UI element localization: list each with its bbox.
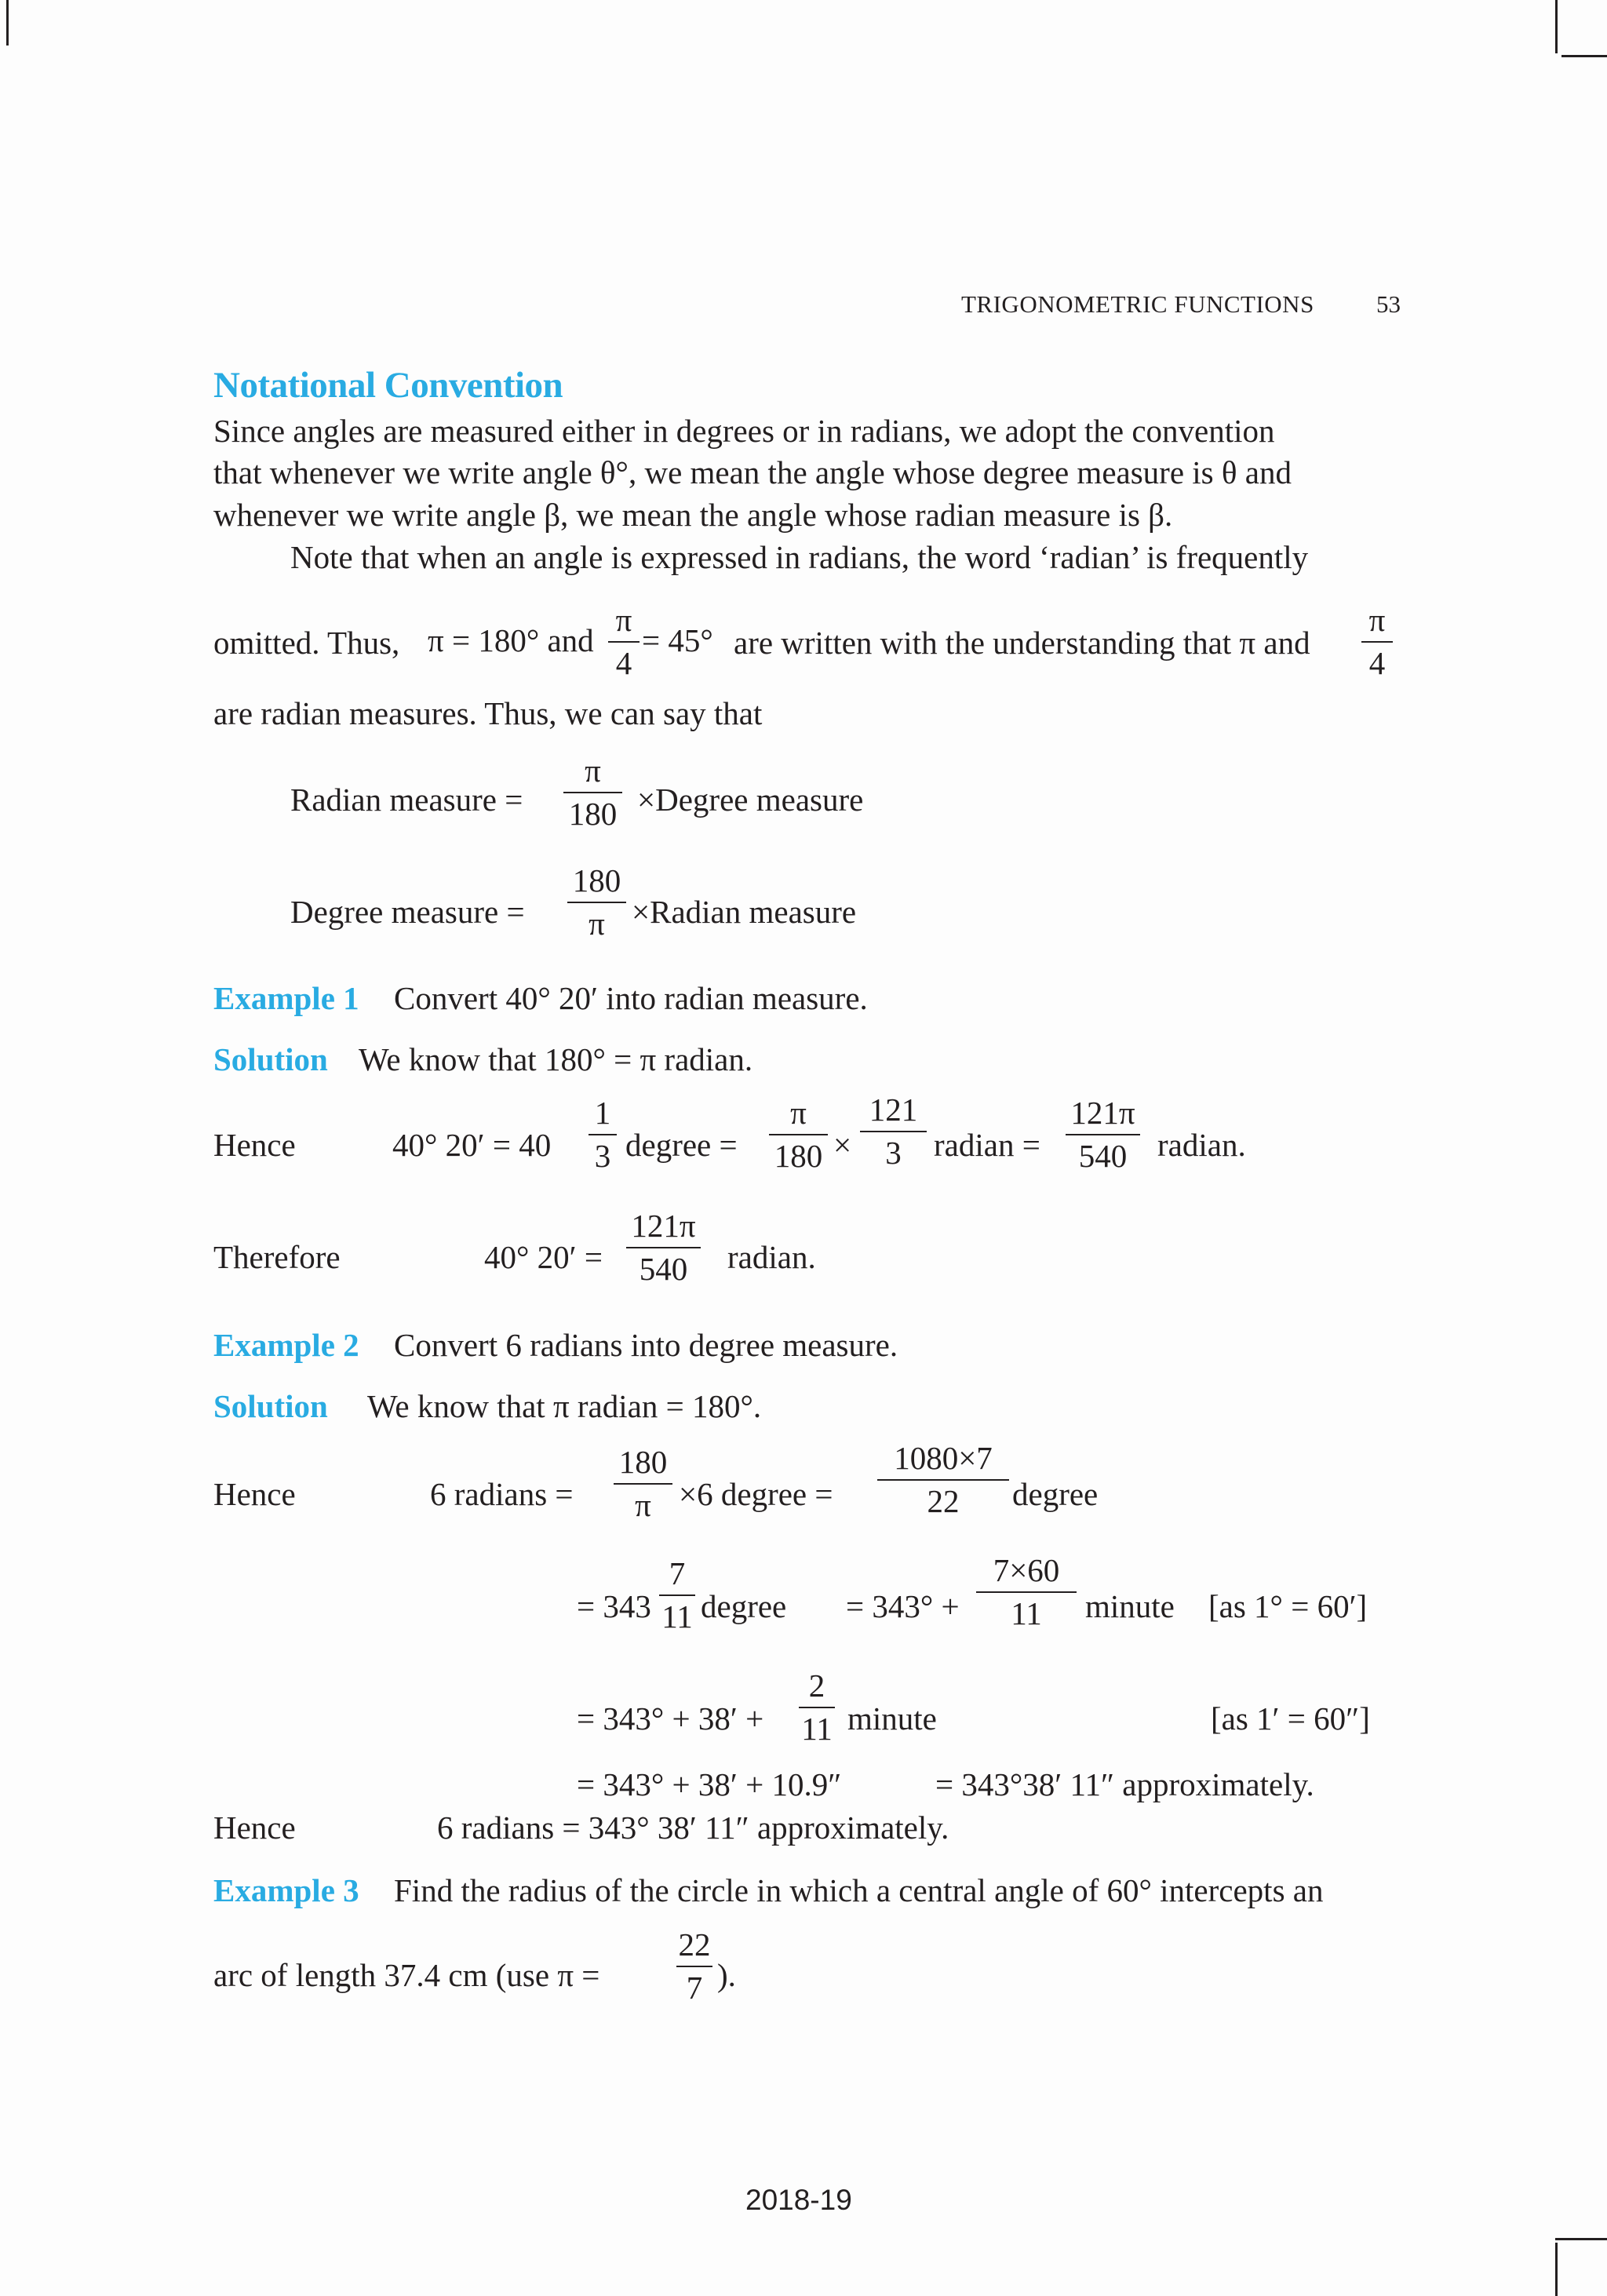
final-result-text: 6 radians = 343° 38′ 11″ approximately. [437,1809,949,1846]
step-note: [as 1° = 60′] [1208,1588,1368,1624]
conversion-text: radian = [934,1127,1040,1163]
crop-mark-bottom-right-vertical [1555,2243,1558,2296]
page-number: 53 [1376,290,1401,318]
fraction-7-over-11: 7 11 [659,1558,695,1633]
times-sign: × [833,1127,852,1163]
step-text: = 343° + 38′ + [577,1700,764,1737]
step-text: minute [1085,1588,1175,1624]
step-text: = 343°38′ 11″ approximately. [935,1766,1314,1802]
equation-pi-180: π = 180° and [428,622,594,658]
paragraph-line: Note that when an angle is expressed in radians, the word ‘radian’ is frequently [290,539,1309,575]
step-note: [as 1′ = 60″] [1211,1700,1370,1737]
conversion-text: degree [1012,1476,1099,1512]
example-1-text: Convert 40° 20′ into radian measure. [394,980,868,1016]
solution-2-label: Solution [213,1388,328,1424]
therefore-label: Therefore [213,1239,341,1275]
paragraph-line: whenever we write angle β, we mean the angle whose radian measure is β. [213,497,1173,533]
paragraph-line: that whenever we write angle θ°, we mean the angle whose degree measure is θ and [213,454,1292,490]
hence-label: Hence [213,1476,296,1512]
example-2-label: Example 2 [213,1327,359,1363]
formula-degree-measure: Degree measure = [290,894,525,930]
fraction-180-over-pi: 180 π [567,865,626,940]
formula-degree-measure-term: ×Degree measure [637,782,864,818]
fraction-121pi-over-540: 121π 540 [626,1210,701,1285]
fraction-pi-over-4: π 4 [608,604,640,680]
fraction-180-over-pi: 180 π [614,1446,672,1522]
fraction-121-over-3: 121 3 [860,1094,927,1169]
crop-mark-top-left [6,0,9,46]
example-3-text: ). [717,1957,736,1993]
hence-label: Hence [213,1127,296,1163]
running-title: TRIGONOMETRIC FUNCTIONS [961,290,1314,318]
conversion-text: 40° 20′ = 40 [392,1127,552,1163]
paragraph-text: are written with the understanding that π and [734,625,1310,661]
equation-45-degree: = 45° [642,622,713,658]
step-text: = 343° + 38′ + 10.9″ [577,1766,842,1802]
formula-radian-measure-term: ×Radian measure [632,894,857,930]
step-text: = 343 [577,1588,651,1624]
crop-mark-top-right-vertical [1555,0,1558,53]
example-1-label: Example 1 [213,980,359,1016]
conversion-text: radian. [1157,1127,1246,1163]
fraction-7x60-over-11: 7×60 11 [976,1554,1077,1630]
paragraph-line: are radian measures. Thus, we can say that [213,695,763,731]
example-3-text: Find the radius of the circle in which a central angle of 60° intercepts an [394,1872,1324,1908]
paragraph-text: omitted. Thus, [213,625,400,661]
fraction-22-over-7: 22 7 [676,1929,712,2004]
conversion-text: degree = [625,1127,738,1163]
crop-mark-top-right-horizontal [1561,55,1607,57]
fraction-1080x7-over-22: 1080×7 22 [877,1442,1009,1518]
solution-1-label: Solution [213,1041,328,1077]
paragraph-line: Since angles are measured either in degrees or in radians, we adopt the convention [213,413,1275,449]
example-3-label: Example 3 [213,1872,359,1908]
conversion-text: ×6 degree = [679,1476,833,1512]
result-text: 40° 20′ = [484,1239,603,1275]
fraction-pi-over-180: π 180 [769,1097,828,1172]
fraction-2-over-11: 2 11 [799,1670,835,1745]
fraction-pi-over-4-end: π 4 [1361,604,1393,680]
example-3-text: arc of length 37.4 cm (use π = [213,1957,600,1993]
example-2-text: Convert 6 radians into degree measure. [394,1327,898,1363]
fraction-121pi-over-540: 121π 540 [1066,1097,1140,1172]
section-title: Notational Convention [213,365,563,406]
solution-2-text: We know that π radian = 180°. [367,1388,762,1424]
result-text: radian. [727,1239,816,1275]
footer-year: 2018-19 [745,2184,852,2216]
hence-label: Hence [213,1809,296,1846]
conversion-text: 6 radians = [430,1476,574,1512]
formula-radian-measure: Radian measure = [290,782,523,818]
fraction-pi-over-180: π 180 [563,755,622,830]
crop-mark-bottom-right-horizontal [1555,2238,1607,2240]
step-text: = 343° + [846,1588,960,1624]
solution-1-text: We know that 180° = π radian. [359,1041,753,1077]
fraction-1-over-3: 1 3 [589,1097,617,1172]
step-text: degree [701,1588,787,1624]
step-text: minute [847,1700,937,1737]
